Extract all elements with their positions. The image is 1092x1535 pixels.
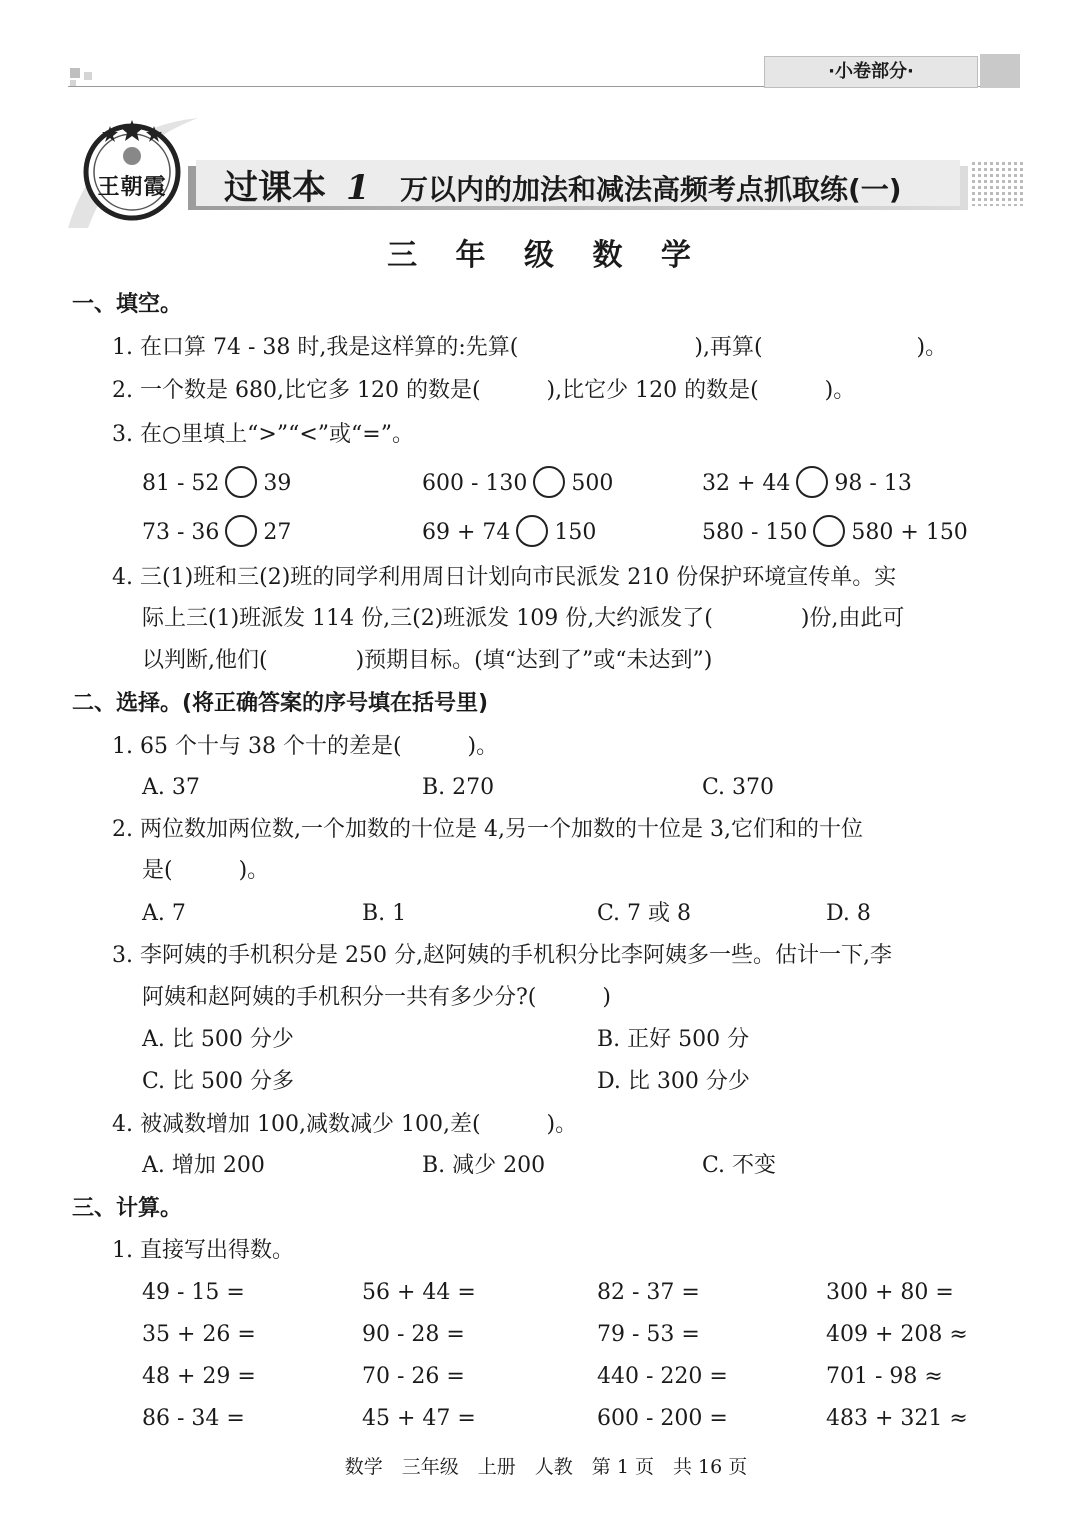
calc-item: 48 + 29 =	[142, 1364, 256, 1389]
s1-question-4-line3: 以判断,他们( )预期目标。(填“达到了”或“未达到”)	[142, 648, 713, 673]
decor-square	[84, 72, 92, 80]
option[interactable]: C. 7 或 8	[597, 901, 692, 926]
calc-item: 300 + 80 =	[826, 1280, 954, 1305]
calc-item: 483 + 321 ≈	[826, 1406, 968, 1431]
option[interactable]: B. 1	[362, 901, 407, 926]
s1-question-4-line1: 4. 三(1)班和三(2)班的同学利用周日计划向市民派发 210 份保护环境宣传单。实	[112, 565, 897, 590]
s1-question-2: 2. 一个数是 680,比它多 120 的数是( ),比它少 120 的数是( )。	[112, 378, 856, 403]
decor-square	[70, 68, 80, 78]
section1-heading: 一、填空。	[72, 292, 183, 317]
option[interactable]: D. 比 300 分少	[597, 1069, 750, 1094]
compare-right: 39	[263, 471, 292, 496]
compare-left: 600 - 130	[422, 471, 528, 496]
compare-item	[142, 468, 291, 500]
calc-item: 82 - 37 =	[597, 1280, 700, 1305]
compare-item	[702, 517, 968, 549]
option[interactable]: A. 37	[142, 775, 200, 800]
section3-heading: 三、计算。	[72, 1196, 183, 1221]
s1-question-3: 3. 在○里填上“>”“<”或“=”。	[112, 422, 414, 447]
calc-item: 49 - 15 =	[142, 1280, 245, 1305]
compare-right: 98 - 13	[834, 471, 912, 496]
option[interactable]: D. 8	[826, 901, 871, 926]
option[interactable]: A. 7	[142, 901, 186, 926]
compare-right: 580 + 150	[851, 520, 968, 545]
calc-item: 45 + 47 =	[362, 1406, 476, 1431]
answer-circle[interactable]	[796, 466, 828, 498]
section-tag: ·小卷部分·	[764, 56, 978, 88]
compare-item	[702, 468, 912, 500]
compare-left: 69 + 74	[422, 520, 511, 545]
answer-circle[interactable]	[533, 466, 565, 498]
compare-left: 32 + 44	[702, 471, 791, 496]
calc-item: 56 + 44 =	[362, 1280, 476, 1305]
calc-item: 409 + 208 ≈	[826, 1322, 968, 1347]
answer-circle[interactable]	[225, 515, 257, 547]
s3-question-1: 1. 直接写出得数。	[112, 1238, 294, 1263]
compare-right: 500	[571, 471, 614, 496]
s2-question-2-line1: 2. 两位数加两位数,一个加数的十位是 4,另一个加数的十位是 3,它们和的十位	[112, 817, 863, 842]
option[interactable]: C. 370	[702, 775, 775, 800]
title-number: 1	[346, 168, 370, 208]
calc-item: 79 - 53 =	[597, 1322, 700, 1347]
title-text: 万以内的加法和减法高频考点抓取练(一)	[400, 173, 902, 206]
option[interactable]: A. 增加 200	[142, 1153, 265, 1178]
tag-end-block	[980, 54, 1020, 88]
option[interactable]: B. 减少 200	[422, 1153, 546, 1178]
calc-item: 90 - 28 =	[362, 1322, 465, 1347]
compare-left: 81 - 52	[142, 471, 220, 496]
option[interactable]: A. 比 500 分少	[142, 1027, 294, 1052]
s2-question-3-line1: 3. 李阿姨的手机积分是 250 分,赵阿姨的手机积分比李阿姨多一些。估计一下,李	[112, 943, 892, 968]
compare-left: 73 - 36	[142, 520, 220, 545]
option[interactable]: C. 比 500 分多	[142, 1069, 295, 1094]
s1-question-1: 1. 在口算 74 - 38 时,我是这样算的:先算( ),再算( )。	[112, 335, 948, 360]
compare-item	[422, 468, 613, 500]
section2-heading: 二、选择。(将正确答案的序号填在括号里)	[72, 691, 489, 716]
option[interactable]: C. 不变	[702, 1153, 777, 1178]
s2-question-2-line2: 是( )。	[142, 858, 270, 883]
calc-item: 35 + 26 =	[142, 1322, 256, 1347]
calc-item: 600 - 200 =	[597, 1406, 728, 1431]
calc-item: 70 - 26 =	[362, 1364, 465, 1389]
title-prefix: 过课本	[224, 168, 326, 208]
calc-item: 86 - 34 =	[142, 1406, 245, 1431]
option[interactable]: B. 正好 500 分	[597, 1027, 750, 1052]
decor-square	[70, 80, 76, 86]
page-footer: 数学 三年级 上册 人教 第 1 页 共 16 页	[344, 1456, 748, 1478]
page-title: 三 年 级 数 学	[387, 238, 705, 273]
compare-right: 150	[554, 520, 597, 545]
answer-circle[interactable]	[516, 515, 548, 547]
s2-question-4: 4. 被减数增加 100,减数减少 100,差( )。	[112, 1112, 578, 1137]
answer-circle[interactable]	[225, 466, 257, 498]
logo-text: 王朝霞	[97, 174, 167, 200]
compare-item	[422, 517, 596, 549]
s1-question-4-line2: 际上三(1)班派发 114 份,三(2)班派发 109 份,大约派发了( )份,由此可	[142, 606, 905, 631]
title-dot-pattern	[972, 162, 1024, 206]
calc-item: 701 - 98 ≈	[826, 1364, 943, 1389]
s2-question-1: 1. 65 个十与 38 个十的差是( )。	[112, 734, 499, 759]
compare-item	[142, 517, 291, 549]
s2-question-3-line2: 阿姨和赵阿姨的手机积分一共有多少分?( )	[142, 985, 611, 1010]
compare-left: 580 - 150	[702, 520, 808, 545]
calc-item: 440 - 220 =	[597, 1364, 728, 1389]
option[interactable]: B. 270	[422, 775, 495, 800]
compare-right: 27	[263, 520, 292, 545]
answer-circle[interactable]	[813, 515, 845, 547]
publisher-logo	[80, 118, 184, 222]
